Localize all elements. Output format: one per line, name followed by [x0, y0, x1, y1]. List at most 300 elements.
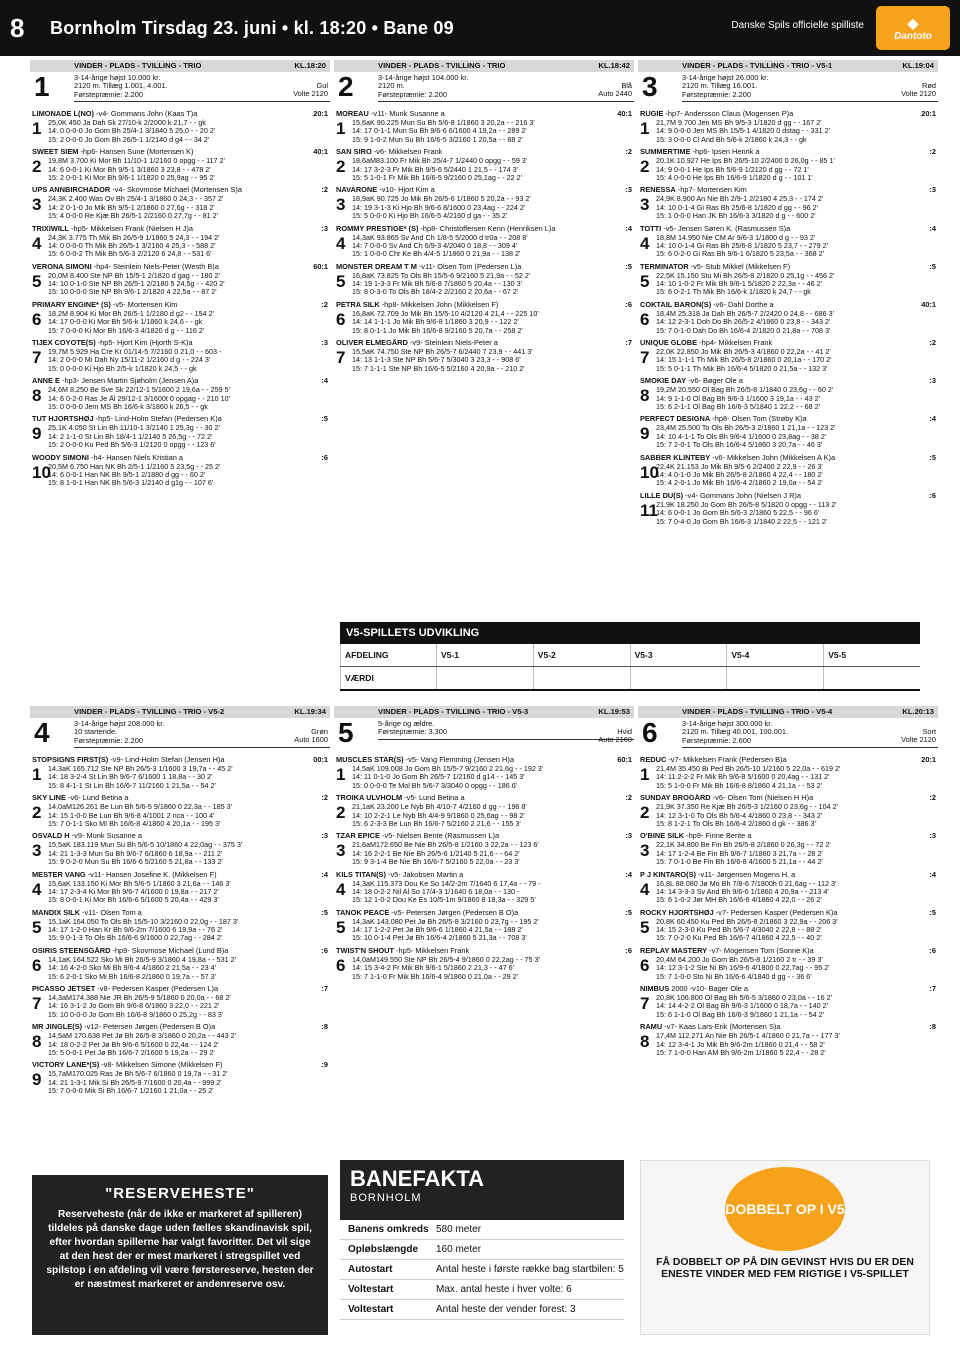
horse-stats — [30, 880, 330, 905]
horse-entry — [30, 339, 330, 373]
horse-number: 5 — [32, 917, 42, 937]
horse-number: 5 — [640, 917, 650, 937]
horse-stat-row: 15: 7 1-0-0 Han AM Bh 9/6-2m 1/1860 5 22,4 - - 28 2' — [656, 1048, 826, 1057]
horse-name: RAMU — [640, 1023, 663, 1032]
horse-driver: -v8- Pedersen Kasper (Pedersen L)a — [95, 985, 219, 994]
horse-stat-row: 14: 0 0-0-0 Th Mik Bh 26/5-1 3/2160 4 25,3 - - 588 2' — [48, 241, 216, 250]
horse-stat-row: 15: 6 2-0-1 Sko Mi Bh 16/6-8 2/1860 0 19,7a - - 57 3' — [48, 972, 216, 981]
horse-stat-row: 18,8M 14.950 Nie CM Ar 9/6-3 1/1800 d g - - 93 2' — [656, 233, 816, 242]
horse-name-row — [638, 377, 938, 386]
horse-stats — [30, 956, 330, 981]
dantoto-icon: ◆ — [907, 14, 919, 31]
horse-number: 8 — [32, 1032, 42, 1052]
horse-number: 5 — [32, 271, 42, 291]
horse-odds: :2 — [321, 300, 328, 309]
horse-odds: 40:1 — [921, 300, 936, 309]
horse-odds: :4 — [929, 870, 936, 879]
horse-stat-row: 14: 2 0-0-0 Mi Dah Ny 15/11-2 1/2160 d g - - 224 3' — [48, 356, 211, 365]
horse-stat-row: 14: 10 2-2-1 Le Nyb Bh 4/4-9 9/1860 0 25,6ag - - 98 2' — [352, 811, 525, 820]
horse-stats — [30, 1070, 330, 1095]
horse-name: PICASSO JETSET — [32, 985, 96, 994]
horse-number: 2 — [32, 157, 42, 177]
horse-driver: -hp8- Christoffersen Kenn (Henriksen L)a — [418, 224, 556, 233]
horse-odds: :6 — [321, 946, 328, 955]
horse-odds: 20:1 — [921, 110, 936, 118]
horse-number: 11 — [640, 500, 658, 520]
horse-stat-row: 14: 13 1-1-3 Ste NP Bh 5/6-7 5/3040 3 23,3 - - 908 6' — [352, 356, 521, 365]
horse-name-row — [638, 871, 938, 880]
horse-stat-row: 25,1K 4.050 St Lin Bh 11/10-1 3/2140 1 25,3g - - 30 2' — [48, 424, 220, 433]
horse-odds: :3 — [625, 832, 632, 841]
horse-stat-row: 15: 8 0-0-1 Ki Mor Bh 16/6-6 5/1600 5 20,4a - - 429 3' — [48, 896, 219, 905]
horse-name-row — [638, 492, 938, 501]
horse-stat-row: 19,2M 20.550 Ol Bag Bh 26/5-8 1/1840 0 23,6g - - 60 2' — [656, 386, 834, 395]
banefakta-header — [340, 1160, 624, 1220]
horse-driver: -hp5- Mikkelsen Frank (Nielsen H J)a — [68, 224, 193, 233]
race-type: VINDER - PLADS - TVILLING - TRIO - V5-2 — [74, 706, 225, 716]
divider — [378, 100, 634, 102]
horse-name: P J KINTARO(S) — [640, 870, 696, 879]
horse-entry — [30, 909, 330, 943]
horse-number: 6 — [336, 955, 346, 975]
banefakta-title: BANEFAKTA — [350, 1166, 485, 1191]
horse-entry — [30, 377, 330, 411]
horse-stat-row: 15: 7 0-1-0 Dah Do Bh 16/6-4 2/1820 0 21,8a - - 708 3' — [656, 326, 831, 335]
banefakta-key: Autostart — [348, 1264, 393, 1275]
v5-col-2: V5-2 — [533, 644, 630, 666]
horse-name-row — [30, 415, 330, 424]
horse-stats — [638, 234, 938, 259]
banefakta-row — [340, 1280, 624, 1300]
horse-driver: -hp6- Ipsen Henrik a — [690, 148, 760, 157]
horse-entry — [30, 871, 330, 905]
horse-number: 4 — [336, 879, 346, 899]
horse-stat-row: 16,8aK 73.825 To Ols Bh 15/5-6 9/2160 5 21,9a - - 52 2' — [352, 271, 531, 280]
horse-odds: :4 — [321, 870, 328, 879]
horse-stats — [638, 424, 938, 449]
horse-odds: :5 — [929, 262, 936, 271]
horse-stats — [638, 195, 938, 220]
horse-stat-row: 15: 7 0-2-0 Ku Ped Bh 16/6-7 4/1860 4 22,5 - - 40 2' — [656, 934, 822, 943]
horse-name-row — [334, 909, 634, 918]
horse-number: 2 — [640, 803, 650, 823]
horse-entry — [30, 263, 330, 297]
horse-entry — [30, 225, 330, 259]
horse-stat-row: 14,3aK 115.373 Dou Ke So 14/2-2m 7/1640 6 17,4a - - 79 - — [352, 879, 541, 888]
horse-entry — [334, 339, 634, 373]
horse-name-row — [30, 947, 330, 956]
horse-name: TZAR EPICE — [336, 832, 380, 841]
race-type: VINDER - PLADS - TVILLING - TRIO - V5-3 — [378, 706, 529, 716]
horse-stats — [30, 195, 330, 220]
horse-name-row — [30, 794, 330, 803]
horse-odds: :8 — [321, 1023, 328, 1032]
horse-name: UNIQUE GLOBE — [640, 339, 698, 348]
horse-number: 8 — [640, 386, 650, 406]
horse-stat-row: 20,0M 8.400 Ste NP Bh 15/5-1 2/1820 d gag - - 180 2' — [48, 271, 220, 280]
horse-name-row — [30, 148, 330, 157]
horse-stat-row: 15: 8 0-3-0 To Ols Bh 18/4-2 2/2160 2 20,6a - - 67 2' — [352, 288, 519, 297]
horse-number: 10 — [640, 462, 659, 482]
horse-odds: :3 — [929, 832, 936, 841]
horse-entry — [638, 263, 938, 297]
horse-stats — [30, 119, 330, 144]
horse-stat-row: 14,3aM174.388 Nie JR Bh 26/5-9 5/1860 0 20,0a - - 68 2' — [48, 994, 231, 1003]
horse-number: 6 — [32, 955, 42, 975]
horse-name: TIJEX COYOTE(S) — [32, 339, 96, 348]
race-bar — [30, 60, 330, 72]
horse-odds: :3 — [929, 377, 936, 386]
horse-odds: :4 — [321, 377, 328, 386]
horse-odds: :5 — [929, 908, 936, 917]
horse-stat-row: 15,6aK 90.225 Mun Su Bh 5/6-8 1/1860 3 20,2a - - 216 3' — [352, 119, 535, 127]
horse-entry — [638, 148, 938, 182]
horse-stat-row: 14,3aK 165.712 Ste NP Bh 26/5-3 1/1600 3 19,7a - - 45 2' — [48, 765, 233, 773]
horse-entry — [30, 1061, 330, 1095]
horse-name: PETRA SILK — [336, 300, 380, 309]
horse-entry — [334, 110, 634, 144]
horse-number: 10 — [32, 462, 51, 482]
horse-stats — [638, 880, 938, 905]
race-bar — [638, 706, 938, 718]
race-info-line: 2120 m. — [378, 81, 405, 91]
horse-entry — [638, 225, 938, 259]
horse-number: 4 — [32, 879, 42, 899]
horse-name: VICTORY LANE*(S) — [32, 1061, 100, 1070]
horse-stat-row: 15: 8 0-1-1 Jo Mik Bh 16/6-8 9/2160 5 20,7a - - 258 2' — [352, 326, 523, 335]
race-bar — [30, 706, 330, 718]
horse-stat-row: 15: 10 0-0-0 Jo Gom Bh 16/6-8 9/1860 0 25,2g - - 83 3' — [48, 1010, 224, 1019]
horse-stats — [334, 918, 634, 943]
horse-odds: :4 — [625, 224, 632, 233]
horse-stat-row: 15: 6 1-0-2 Jør MH Bh 16/6-6 4/1860 4 22,0 - - 26 2' — [656, 896, 822, 905]
horse-entry — [638, 454, 938, 488]
horse-stat-row: 14: 9 1-1-0 Ol Bag Bh 9/6-3 1/1600 3 19,1a - - 43 2' — [656, 394, 820, 403]
horse-stat-row: 15: 7 1-1-0 Fr Mik Bh 16/6-4 9/1860 0 21,0a - - 29 2' — [352, 972, 518, 981]
horse-entry — [334, 909, 634, 943]
horse-stat-row: 18,9aK 90.725 Jo Mik Bh 26/5-6 1/1860 5 20,2a - - 93 2' — [352, 195, 531, 204]
horse-name: OSIRIS STEENSGÅRD — [32, 946, 111, 955]
race-color: Gul — [316, 81, 328, 90]
horse-name: VERONA SIMONI — [32, 262, 92, 271]
horse-name-row — [638, 909, 938, 918]
horse-stat-row: 14: 21 1-3-3 Mun Su Bh 9/6-7 6/1860 6 18,9a - - 211 2' — [48, 849, 223, 858]
horse-odds: :3 — [625, 186, 632, 195]
horse-stats — [30, 348, 330, 373]
horse-stat-row: 24,6M 8.250 Be Sve Sk 22/12-1 5/1600 2 19,6a - - 259 5' — [48, 386, 230, 395]
horse-odds: :2 — [625, 794, 632, 803]
horse-name-row — [30, 225, 330, 234]
horse-stat-row: 21,4M 35.450 Bi Ped Bh 26/5-10 1/2160 5 22,0a - - 619 2' — [656, 765, 841, 773]
banefakta-value: 160 meter — [436, 1244, 482, 1255]
horse-stat-row: 15: 7 0-0-0 Ki Mor Bh 16/6-3 4/1820 d g - - 116 2' — [48, 326, 205, 335]
horse-number: 3 — [32, 841, 42, 861]
horse-name: NAVARONE — [336, 186, 378, 195]
horse-name: ROCKY HJORTSHØJ — [640, 908, 714, 917]
horse-stat-row: 15: 6 0-2-1 Th Mik Bh 16/6-k 1/1820 k 24,7 - - gk — [656, 288, 811, 297]
race-info — [334, 72, 634, 106]
horse-name-row — [30, 110, 330, 119]
race-type: VINDER - PLADS - TVILLING - TRIO — [378, 60, 506, 70]
horse-stat-row: 23,4M 25.500 To Ols Bh 26/5-3 2/1860 1 21,1a - - 123 2' — [656, 424, 836, 433]
horse-entry — [30, 415, 330, 449]
horse-name-row — [638, 832, 938, 841]
race-info — [638, 718, 938, 752]
horse-stat-row: 22,1K 34.800 Be Fin Bh 26/5-8 2/1860 0 26,3g - - 72 2' — [656, 841, 831, 850]
horse-stat-row: 14,3aK 143.080 Pet Jø Bh 26/5-8 3/2160 0 23,7g - - 195 2' — [352, 917, 539, 926]
horse-stat-row: 16,8aK 72.709 Jo Mik Bh 15/5-10 4/2120 4 21,4 - - 225 10' — [352, 309, 539, 318]
race-block — [638, 60, 938, 526]
horse-driver: -h4- Hansen Niels Kristian a — [88, 453, 184, 462]
horse-number: 1 — [336, 119, 346, 138]
horse-stat-row: 22,4K 21.153 Jo Mik Bh 9/5-6 2/2400 2 22,9 - - 26 3' — [656, 462, 823, 471]
horse-stat-row: 15: 2 0-0-0 Ku Ped Bh 5/6-3 1/2120 0 opgg - - 123 6' — [48, 441, 216, 450]
horse-stat-row: 14: 16 4-2-0 Sko Mi Bh 9/6-4 4/1860 2 21,5a - - 23 4' — [48, 964, 216, 973]
horse-number: 3 — [336, 195, 346, 215]
race-block — [334, 706, 634, 981]
horse-name: SAN SIRO — [336, 148, 372, 157]
v5-value-row — [340, 667, 920, 691]
horse-driver: -v9- Munk Susanne a — [69, 832, 142, 841]
horse-stat-row: 15: 5 1-0-1 Fr Mik Bh 16/6-5 9/2160 0 25,1ag - - 22 2' — [352, 173, 522, 182]
horse-entry — [334, 947, 634, 981]
horse-stats — [334, 310, 634, 335]
horse-name: STOPSIGNS FIRST(S) — [32, 756, 109, 764]
horse-stat-row: 15: 0 0-0-0 Te Mol Bh 5/6-7 3/3040 0 opgg - - 186 6' — [352, 781, 518, 790]
horse-stat-row: 14: 17 1-2-4 Be Fin Bh 9/6-7 1/1860 3 21,7a - - 28 2' — [656, 849, 823, 858]
horse-name-row — [638, 186, 938, 195]
horse-stat-row: 15: 1 0-0-0 Chr Ke Bh 4/4-5 1/1860 0 21,9a - - 138 2' — [352, 250, 521, 259]
horse-driver: -v5- Stub Mikkel (Mikkelsen F) — [688, 262, 791, 271]
horse-stat-row: 14,3aK 93.865 Sv And Ch 1/8-5 5/2000 d tr0a - - 208 8' — [352, 233, 528, 242]
banefakta-value: Antal heste der vender forest: 3 — [436, 1304, 576, 1315]
horse-stat-row: 15: 3 0-0-0 Cl And Bh 5/6-k 2/1860 k 24,3 - - gk — [656, 135, 807, 144]
horse-stat-row: 14: 17 0-0-0 Ki Mor Bh 5/6-k 1/1860 k 24,6 - - gk — [48, 318, 203, 327]
v5-value-cell — [823, 667, 920, 689]
horse-stat-row: 14: 17 0-1-1 Mun Su Bh 9/6-6 6/1600 4 19,2a - - 289 2' — [352, 127, 527, 136]
horse-stat-row: 14: 10 0-1-0 Ste NP Bh 26/5-1 2/2180 5 24,5g - - 420 2' — [48, 280, 225, 289]
header-tagline: Danske Spils officielle spilliste — [731, 20, 864, 31]
horse-name: LIMONADE L(NO) — [32, 110, 94, 118]
horse-name: SUNDAY BROGÅRD — [640, 794, 711, 803]
race-type: VINDER - PLADS - TVILLING - TRIO - V5-4 — [682, 706, 833, 716]
horse-name-row — [334, 756, 634, 765]
horse-number: 5 — [336, 917, 346, 937]
v5-value-cell — [630, 667, 727, 689]
horse-name: TROIKA ULVHOLM — [336, 794, 403, 803]
horse-name-row — [30, 339, 330, 348]
horse-name: ROMMY PRESTIGE* (S) — [336, 224, 419, 233]
horse-name-row — [638, 794, 938, 803]
race-info-line: 3-14-årige højst 104.000 kr. — [378, 73, 469, 82]
race-time: KL.18:20 — [294, 60, 326, 70]
horse-driver: -v11- Munk Susanne a — [368, 110, 445, 118]
horse-stat-row: 14: 16 2-2-1 Be Nie Bh 26/5-6 1/2140 5 21,6 - - 64 2' — [352, 849, 520, 858]
horse-driver: -hp8- Mikkelsen John (Mikkelsen F) — [379, 300, 499, 309]
horse-stat-row: 16,8L 88.080 Jø Mo Bh 7/8-6 7/1800h 0 21,6ag - - 112 3' — [656, 879, 837, 888]
dobbelt-text: FÅ DOBBELT OP PÅ DIN GEVINST HVIS DU ER DEN ENESTE VINDER MED FEM RIGTIGE I V5-SPILLET — [656, 1257, 914, 1280]
horse-entry — [30, 301, 330, 335]
horse-stats — [30, 765, 330, 790]
horse-entry — [30, 985, 330, 1019]
horse-entry — [334, 794, 634, 828]
horse-driver: -v6- Mikkelsen John (Mikkelsen A K)a — [710, 453, 836, 462]
horse-driver: -v6- Dahl Dorthe a — [711, 300, 774, 309]
horse-stat-row: 15: 7 0-0-0 Mik Si Bh 16/6-7 1/2160 1 21,0a - - 25 2' — [48, 1087, 214, 1096]
horse-entry — [30, 186, 330, 220]
horse-driver: -v5- Vang Flemming (Jensen H)a — [403, 756, 514, 764]
horse-name: UPS ANNBIRCHADOR — [32, 186, 111, 195]
horse-name-row — [638, 1023, 938, 1032]
horse-driver: -v11- Jørgensen Mogens H. a — [695, 870, 796, 879]
horse-driver: -v5- Mortensen Kim — [110, 300, 178, 309]
horse-stat-row: 24,9K 8.900 An Nie Bh 2/9-1 2/2180 4 25,3 - - 174 2' — [656, 195, 824, 204]
race-start: Volte 2120 — [293, 89, 328, 99]
reserve-title: "RESERVEHESTE" — [105, 1185, 255, 1202]
race-info-line: 5-årige og ældre. — [378, 719, 435, 728]
horse-stats — [638, 272, 938, 297]
horse-stats — [638, 157, 938, 182]
horse-driver: -hp9- Finne Bente a — [684, 832, 752, 841]
horse-stat-row: 14: 14 4-2-2 Ol Bag Bh 9/6-3 1/1600 0 18,7a - - 140 2' — [656, 1002, 828, 1011]
race-block — [638, 706, 938, 1057]
reserve-box — [32, 1175, 328, 1335]
race-time: KL.19:53 — [598, 706, 630, 716]
race-number: 1 — [34, 71, 50, 102]
horse-stat-row: 15: 2 0-0-0 Jo Gom Bh 26/5-1 1/2140 d g4 - - 34 2' — [48, 135, 210, 144]
horse-name: MONSTER DREAM T M — [336, 262, 417, 271]
horse-stat-row: 15: 5 0-0-0 Ki Hjo Bh 16/6-5 4/2160 d ga - - 35 2' — [352, 212, 508, 221]
horse-stats — [30, 310, 330, 335]
horse-stat-row: 15,6aK 133.150 Ki Mor Bh 5/6-5 1/1860 3 21,6a - - 146 3' — [48, 879, 231, 888]
horse-odds: 60:1 — [617, 756, 632, 764]
horse-name-row — [638, 454, 938, 463]
horse-number: 8 — [640, 1032, 650, 1052]
horse-stats — [638, 1032, 938, 1057]
horse-stats — [638, 841, 938, 866]
horse-stats — [638, 918, 938, 943]
horse-driver: -v4- Skovmose Michael (Mortensen S)a — [110, 186, 243, 195]
horse-number: 1 — [336, 765, 346, 784]
horse-name: RENESSA — [640, 186, 676, 195]
horse-name-row — [638, 301, 938, 310]
horse-stats — [30, 803, 330, 828]
horse-odds: :5 — [625, 262, 632, 271]
horse-stat-row: 20,5M 6.750 Han NK Bh 2/5-1 1/2160 5 23,5g - - 25 2' — [48, 462, 221, 471]
horse-name: SKY LINE — [32, 794, 66, 803]
horse-stats — [30, 272, 330, 297]
horse-stat-row: 14: 15 2-3-0 Ku Ped Bh 5/6-7 4/3040 2 22,8 - - 88 2' — [656, 926, 822, 935]
horse-number: 3 — [32, 195, 42, 215]
horse-entry — [30, 1023, 330, 1057]
horse-number: 2 — [336, 157, 346, 177]
horse-stat-row: 15: 6 2-1-1 Ol Bag Bh 16/6-3 5/1840 1 22,2 - - 68 2' — [656, 402, 820, 411]
horse-stats — [638, 310, 938, 335]
horse-driver: -v5- Nielsen Bente (Rasmussen L)a — [379, 832, 500, 841]
horse-name-row — [30, 832, 330, 841]
horse-name: TERMINATOR — [640, 262, 689, 271]
horse-stat-row: 15: 2 0-0-1 Ki Mor Bh 9/6-1 1/1820 0 25,9ag - - 95 2' — [48, 173, 215, 182]
horse-odds: :7 — [321, 985, 328, 994]
horse-stat-row: 15: 4 2-0-1 Jo Mik Bh 16/6-4 2/1860 2 19,0a - - 54 2' — [656, 479, 823, 488]
dobbelt-op-ad — [640, 1160, 930, 1335]
race-bar — [334, 706, 634, 718]
horse-number: 4 — [32, 233, 42, 253]
horse-driver: -hp8- Olsen Tom (Strøby K)a — [710, 415, 807, 424]
horse-entry — [638, 301, 938, 335]
race-info-line: 3-14-årige højst 10.000 kr. — [74, 73, 161, 82]
horse-driver: -v12- Petersen Jørgen (Pedersen B O)a — [82, 1023, 216, 1032]
horse-entry — [638, 832, 938, 866]
horse-odds: :4 — [625, 870, 632, 879]
divider — [378, 738, 634, 740]
horse-stat-row: 15: 4 0-0-0 He Ips Bh 16/6-9 1/1820 d g - - 101 1' — [656, 173, 813, 182]
horse-odds: :7 — [929, 985, 936, 994]
horse-stat-row: 15: 7 0-1-1 Sko MI Bh 16/6-8 4/1860 4 20,1a - - 195 3' — [48, 819, 221, 828]
horse-stat-row: 14: 15 3-4-2 Fr Mik Bh 9/6-1 5/1860 2 21,3 - - 47 6' — [352, 964, 514, 973]
horse-odds: 60:1 — [313, 262, 328, 271]
horse-odds: 20:1 — [313, 110, 328, 118]
horse-name-row — [30, 871, 330, 880]
horse-number: 6 — [640, 955, 650, 975]
horse-stat-row: 25,0K 450 Ja Dah Sk 27/10-k 2/2000 k 21,7 - - gk — [48, 119, 206, 127]
horse-name-row — [334, 148, 634, 157]
horse-number: 9 — [640, 424, 650, 444]
v5-header-row — [340, 644, 920, 667]
horse-entry — [334, 225, 634, 259]
horse-driver: -v5- Jakobsen Martin a — [385, 870, 464, 879]
horse-number: 5 — [336, 271, 346, 291]
horse-entry — [334, 263, 634, 297]
horse-stat-row: 20,8K 60.450 Ku Ped Bh 26/5-8 2/1860 3 22,9a - - 206 3' — [656, 917, 838, 926]
horse-odds: :2 — [321, 186, 328, 195]
horse-entry — [638, 377, 938, 411]
horse-driver: -hp4- Steinlein Niels-Peter (Westh B)a — [91, 262, 219, 271]
horse-stats — [334, 272, 634, 297]
horse-driver: -v5- Lund Betina a — [402, 794, 465, 803]
v5-col-afdeling: AFDELING — [340, 644, 436, 666]
horse-driver: -v6- Lund Betina a — [65, 794, 129, 803]
horse-stats — [334, 119, 634, 144]
horse-entry — [638, 415, 938, 449]
horse-stat-row: 15: 5 0-1-1 Th Mik Bh 16/6-4 5/1820 0 21,5a - - 132 3' — [656, 364, 828, 373]
horse-name: TWIST'N SHOUT — [336, 946, 395, 955]
horse-name-row — [638, 756, 938, 765]
horse-name: MR JINGLE(S) — [32, 1023, 83, 1032]
horse-driver: -hp7- Andersson Claus (Mogensen P)a — [663, 110, 794, 118]
horse-name: TOTTI — [640, 224, 662, 233]
horse-stats — [638, 386, 938, 411]
horse-stat-row: 20,4M 64.200 Jo Gom Bh 26/5-8 1/2160 2 tr - - 39 3' — [656, 955, 823, 964]
banefakta-key: Opløbslængde — [348, 1244, 418, 1255]
race-info-line: Førstepræmie: 2.200 — [74, 89, 144, 99]
horse-stat-row: 19,8M 3.700 Ki Mor Bh 11/10-1 1/2160 0 opgg - - 117 2' — [48, 157, 225, 166]
horse-stat-row: 19,7M 5.929 Ha Cre Kr 01/14-5 7/2160 0 21,0 - - 603 - — [48, 348, 222, 357]
horse-odds: :4 — [929, 224, 936, 233]
race-start: Auto 2160 — [598, 735, 632, 745]
horse-stats — [638, 501, 938, 526]
v5-col-5: V5-5 — [823, 644, 920, 666]
horse-entry — [638, 794, 938, 828]
horse-odds: :3 — [321, 339, 328, 348]
horse-driver: -hp5- Mikkelsen Frank — [394, 946, 470, 955]
horse-driver: -hp9- Skovmose Michael (Lund B)a — [110, 946, 229, 955]
horse-entry — [638, 909, 938, 943]
horse-stat-row: 15: 0 0-0-0 Ki Hjo Bh 2/5-k 1/1820 k 24,5 - - gk — [48, 364, 197, 373]
horse-stats — [30, 424, 330, 449]
v5-value-cell — [533, 667, 630, 689]
horse-entry — [30, 454, 330, 488]
